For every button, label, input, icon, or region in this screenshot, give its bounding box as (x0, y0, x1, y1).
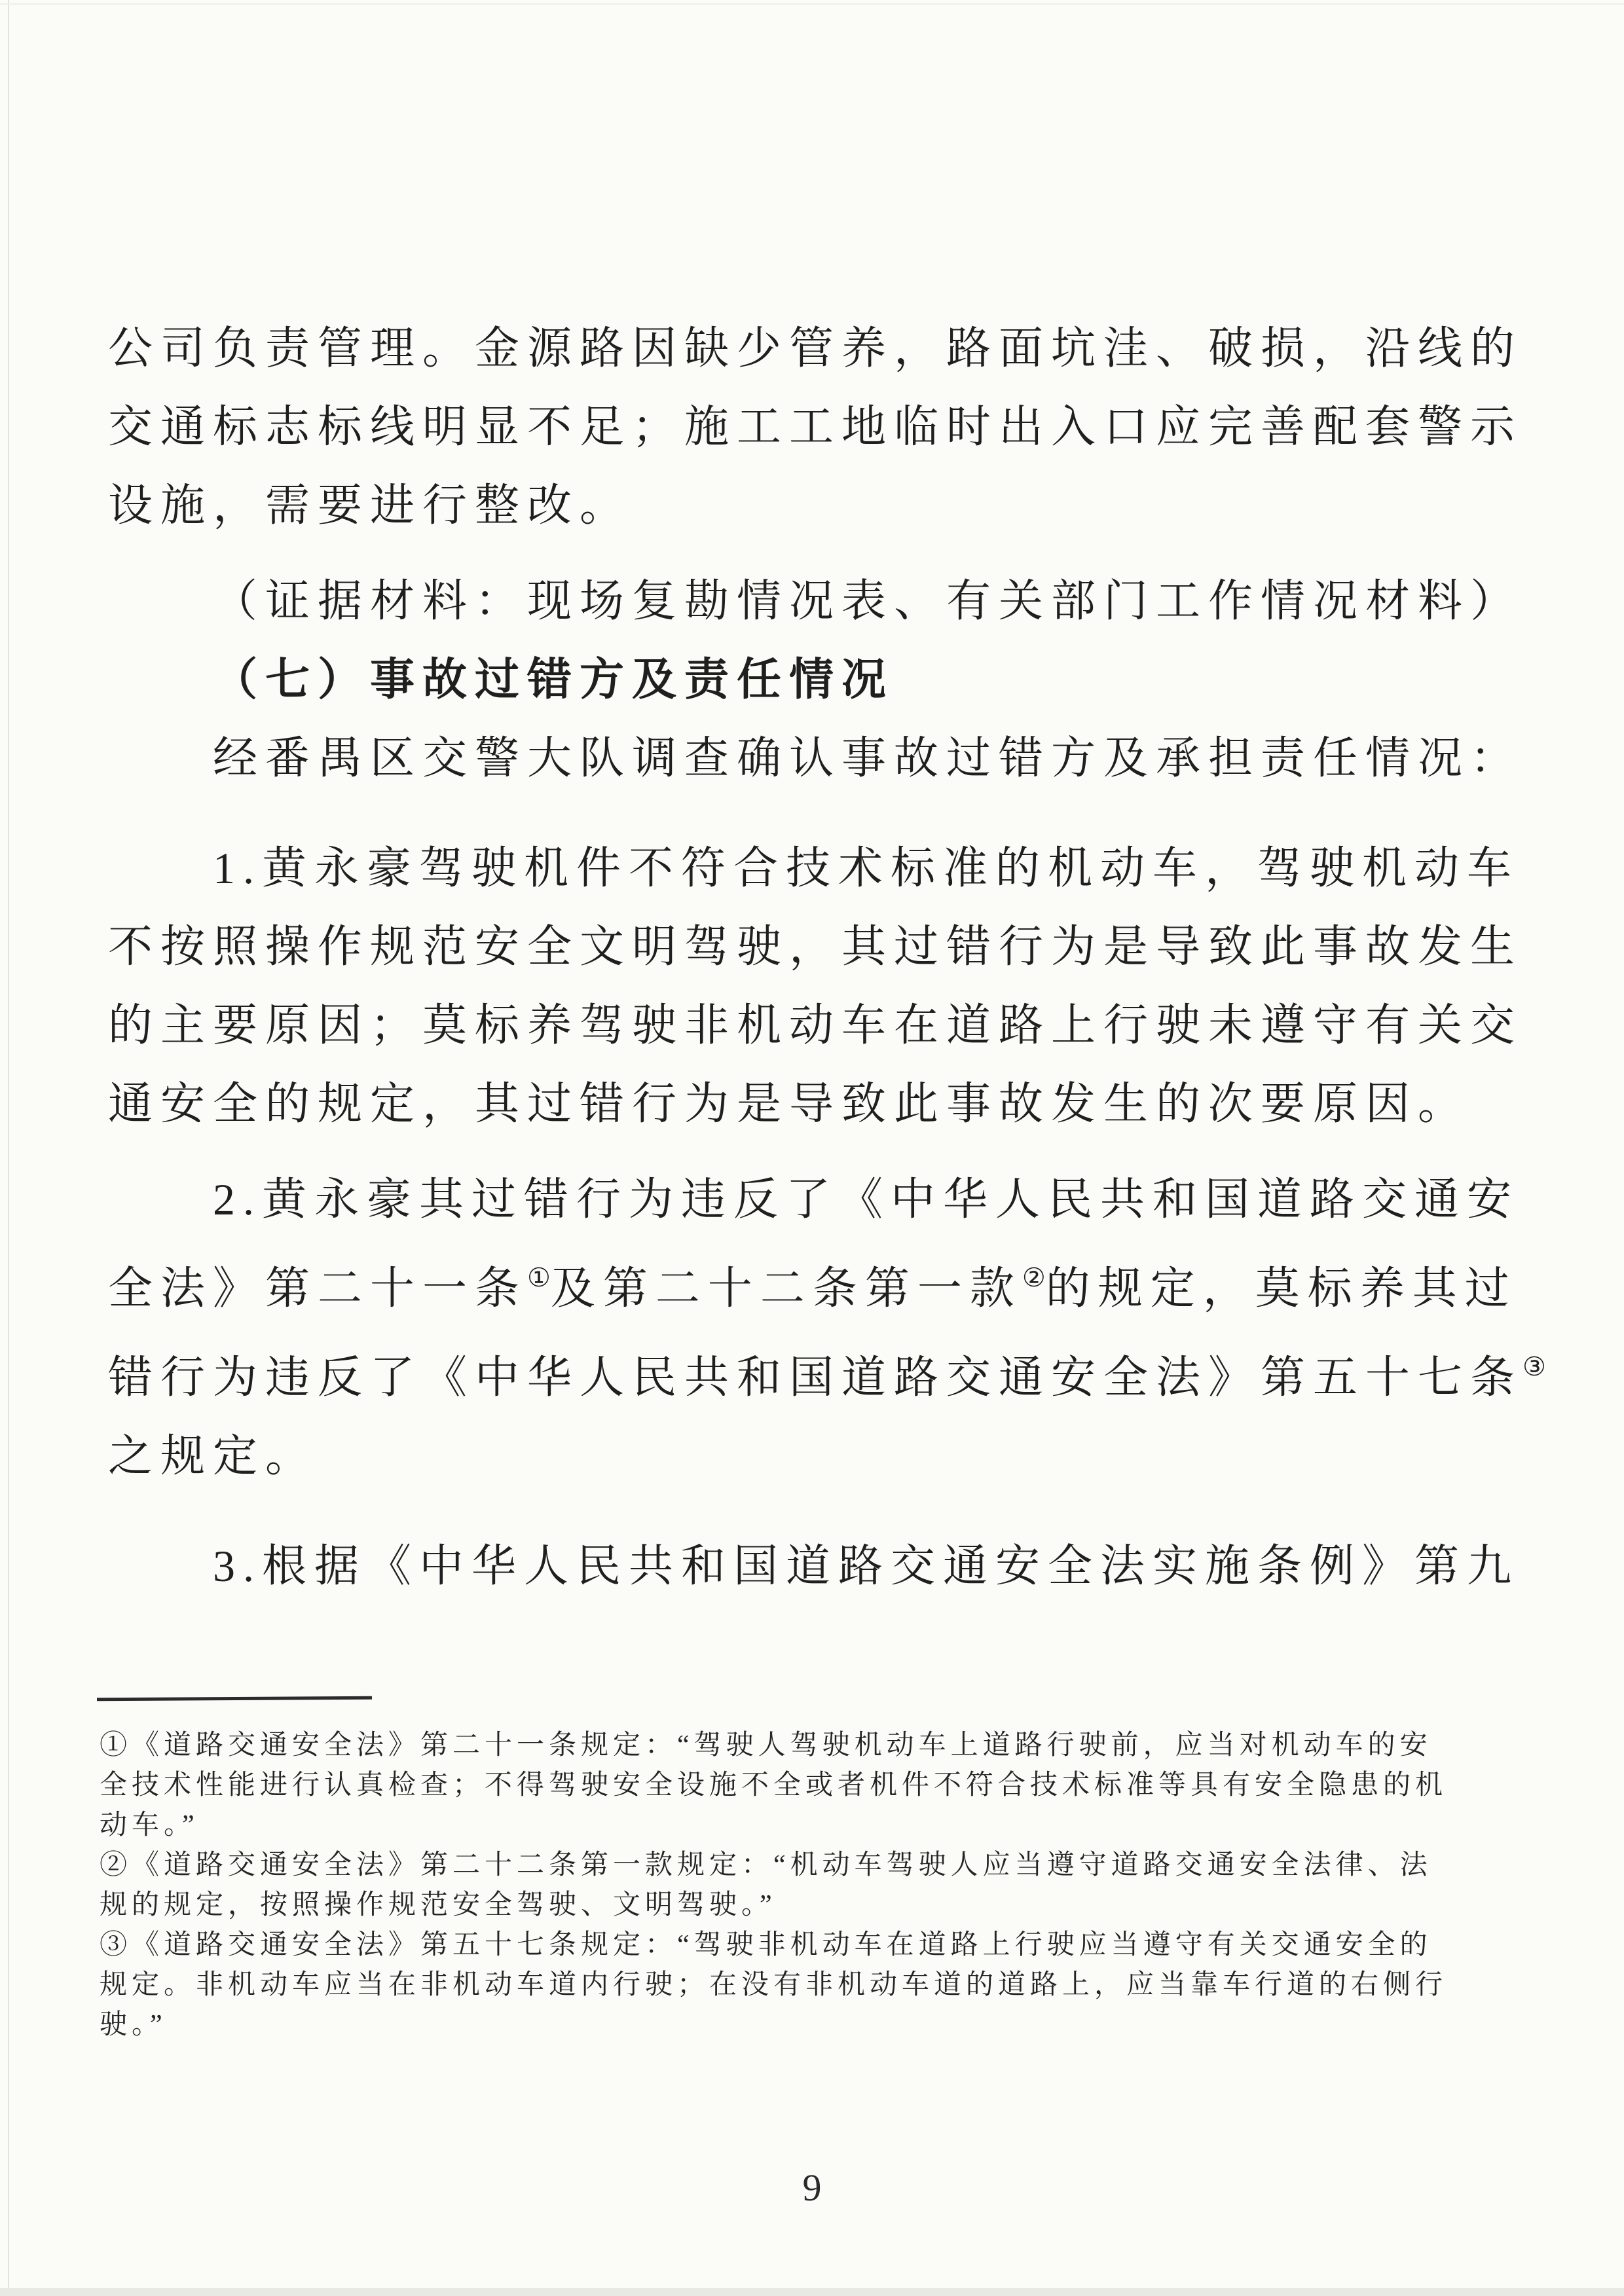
text-segment: 公司负责管理。金源路因缺少管养，路面坑洼、破损，沿线的 (108, 323, 1523, 373)
body-line (108, 562, 1522, 640)
body-line (108, 1328, 1546, 1417)
text-segment: 的规定，莫标养其过 (1045, 1264, 1517, 1313)
footnotes (100, 1726, 1537, 2045)
text-segment: 经番禺区交警大队调查确认事故过错方及承担责任情况： (213, 733, 1523, 783)
body-line (108, 719, 1522, 797)
text-segment: 2.黄永豪其过错行为违反了《中华人民共和国道路交通安 (213, 1175, 1520, 1224)
text-segment: 3.根据《中华人民共和国道路交通安全法实施条例》第九 (213, 1541, 1520, 1591)
text-segment: 错行为违反了《中华人民共和国道路交通安全法》第五十七条 (108, 1353, 1523, 1402)
text-segment: （证据材料：现场复勘情况表、有关部门工作情况材料） (213, 576, 1523, 626)
text-segment: 1.黄永豪驾驶机件不符合技术标准的机动车，驾驶机动车 (213, 843, 1520, 893)
body-line (108, 907, 1522, 986)
body-line (108, 466, 1522, 545)
footnote-ref-marker: ③ (1522, 1352, 1546, 1381)
body-text (108, 309, 1546, 1605)
text-segment: 之规定。 (108, 1431, 318, 1481)
footnote-ref-marker: ② (1022, 1263, 1046, 1292)
body-line (108, 388, 1522, 466)
footnote-line: 全技术性能进行认真检查；不得驾驶安全设施不全或者机件不符合技术标准等具有安全隐患的机 (100, 1770, 1448, 1800)
footnote-line: ②《道路交通安全法》第二十二条第一款规定：“机动车驾驶人应当遵守道路交通安全法律、法 (100, 1850, 1432, 1880)
footnote-line: 动车。” (100, 1810, 199, 1840)
text-segment: 不按照操作规范安全文明驾驶，其过错行为是导致此事故发生 (108, 922, 1523, 972)
text-segment: 通安全的规定，其过错行为是导致此事故发生的次要原因。 (108, 1079, 1471, 1129)
text-segment: 设施，需要进行整改。 (108, 481, 633, 530)
footnote-ref-marker: ① (527, 1263, 551, 1292)
body-line (108, 1239, 1522, 1328)
scan-edge-artifact-left (8, 0, 9, 2296)
body-line (108, 829, 1522, 907)
text-segment: 的主要原因；莫标养驾驶非机动车在道路上行驶未遵守有关交 (108, 1000, 1523, 1050)
footnote-separator (97, 1696, 372, 1702)
page-number: 9 (802, 2166, 822, 2209)
text-segment: （七）事故过错方及责任情况 (213, 655, 895, 704)
body-line (108, 1065, 1522, 1143)
body-line (108, 1527, 1522, 1605)
body-line (108, 986, 1522, 1065)
section-heading-line (108, 640, 1522, 719)
body-line (108, 309, 1522, 388)
scan-edge-artifact-bottom (0, 2288, 1624, 2296)
scan-edge-artifact-top (0, 3, 1624, 5)
body-line (108, 1417, 1522, 1495)
text-segment: 交通标志标线明显不足；施工工地临时出入口应完善配套警示 (108, 402, 1523, 452)
footnote-line: ③《道路交通安全法》第五十七条规定：“驾驶非机动车在道路上行驶应当遵守有关交通安全的 (100, 1930, 1432, 1960)
footnote-line: 规定。非机动车应当在非机动车道内行驶；在没有非机动车道的道路上，应当靠车行道的右侧行 (100, 1970, 1448, 2000)
body-line (108, 1160, 1522, 1239)
footnote-line: 驶。” (100, 2010, 167, 2040)
footnote-line: ①《道路交通安全法》第二十一条规定：“驾驶人驾驶机动车上道路行驶前，应当对机动车的安 (100, 1730, 1432, 1760)
text-segment: 及第二十二条第一款 (550, 1264, 1022, 1313)
footnote-line: 规的规定，按照操作规范安全驾驶、文明驾驶。” (100, 1890, 777, 1920)
text-segment: 全法》第二十一条 (108, 1264, 528, 1313)
